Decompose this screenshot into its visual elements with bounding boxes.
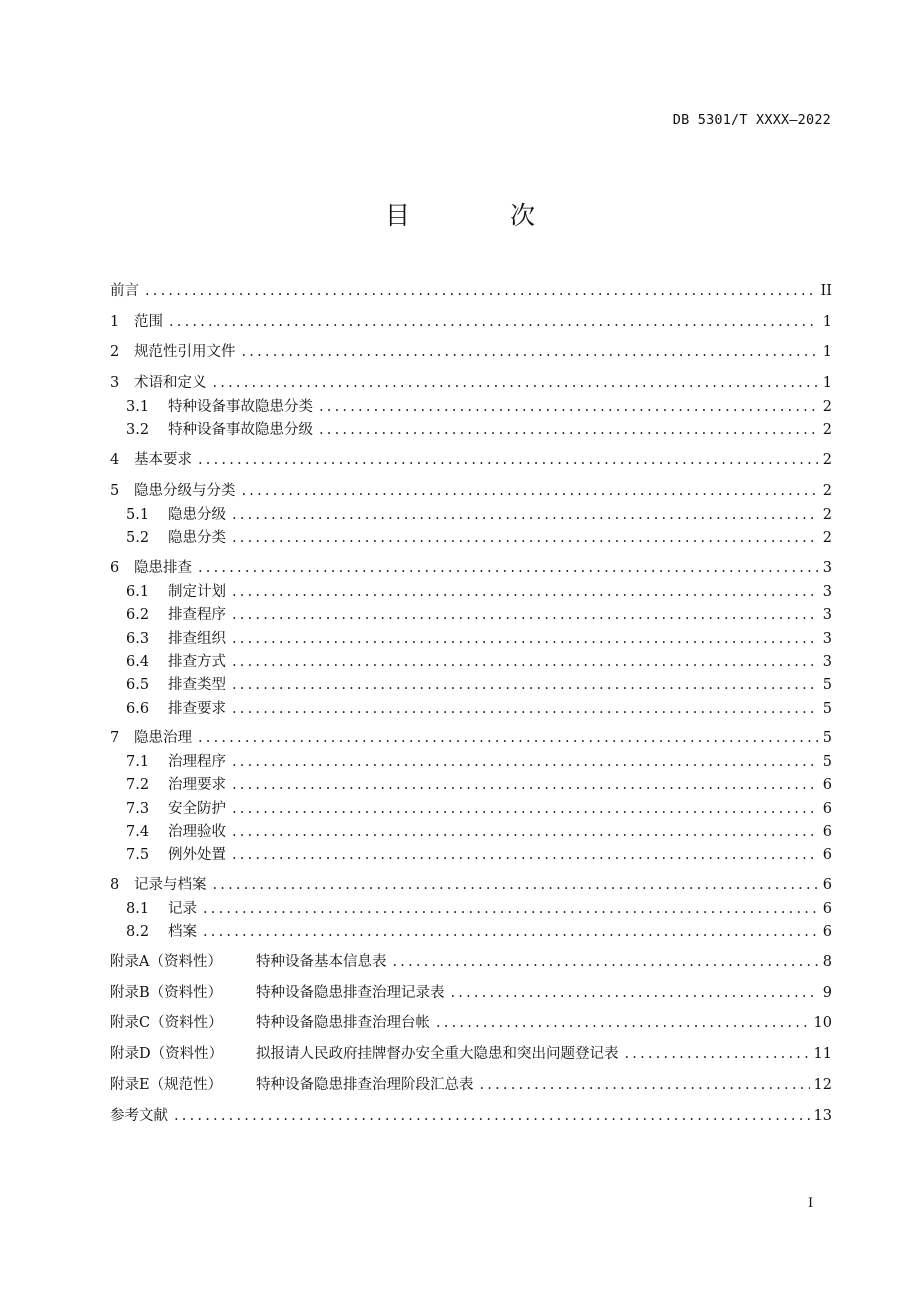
toc-entry[interactable] [110, 898, 832, 920]
toc-entry[interactable] [110, 604, 832, 626]
toc-entry-number: 7 [110, 730, 120, 746]
toc-entry-page: 5 [822, 701, 832, 717]
toc-entry-page: 10 [813, 1015, 832, 1031]
toc-entry-number: 3.2 [126, 422, 150, 438]
toc-entry-label: 制定计划 [168, 584, 226, 600]
toc-entry-title [110, 581, 226, 603]
toc-entry-page: II [820, 283, 832, 299]
toc-leader-dots [242, 341, 819, 363]
toc-leader-dots [232, 581, 818, 603]
toc-entry[interactable] [110, 951, 832, 973]
toc-entry-title [110, 628, 226, 650]
toc-entry[interactable] [110, 798, 832, 820]
toc-entry-number: 7.5 [126, 847, 150, 863]
toc-entry-title [110, 1105, 168, 1127]
toc-leader-dots [319, 396, 818, 418]
footer-page-number: I [808, 1196, 814, 1211]
toc-entry-number: 8.2 [126, 924, 150, 940]
toc-entry-title [110, 280, 139, 302]
toc-entry-number: 7.3 [126, 801, 150, 817]
toc-entry[interactable] [110, 1074, 832, 1096]
toc-leader-dots [232, 844, 818, 866]
toc-entry-title [110, 921, 197, 943]
toc-entry-page: 3 [822, 607, 832, 623]
toc-leader-dots [169, 311, 818, 333]
toc-entry-page: 1 [822, 375, 832, 391]
toc-entry-number: 3.1 [126, 399, 150, 415]
toc-leader-dots [145, 280, 817, 302]
toc-entry-page: 3 [822, 654, 832, 670]
toc-entry-page: 3 [822, 631, 832, 647]
toc-entry-label: 特种设备隐患排查治理记录表 [256, 985, 445, 1001]
toc-entry-label: 例外处置 [168, 847, 226, 863]
toc-entry[interactable] [110, 698, 832, 720]
toc-entry-page: 1 [822, 314, 832, 330]
toc-entry[interactable] [110, 821, 832, 843]
toc-entry-number: 6.5 [126, 677, 150, 693]
toc-entry-number: 6.2 [126, 607, 150, 623]
toc-leader-dots [198, 557, 818, 579]
toc-entry-title [110, 504, 226, 526]
toc-entry[interactable] [110, 396, 832, 418]
toc-entry-title [110, 419, 313, 441]
toc-entry-label: 治理程序 [168, 754, 226, 770]
toc-entry-label: 排查程序 [168, 607, 226, 623]
toc-leader-dots [393, 951, 819, 973]
toc-entry-page: 3 [822, 584, 832, 600]
toc-entry-title [110, 727, 192, 749]
toc-entry-title [110, 1074, 474, 1096]
toc-entry-number: 附录A（资料性） [110, 954, 222, 970]
toc-leader-dots [625, 1043, 810, 1065]
toc-entry-number: 5.2 [126, 530, 150, 546]
toc-leader-dots [213, 372, 819, 394]
toc-leader-dots [198, 449, 818, 471]
toc-entry-label: 隐患分级 [168, 507, 226, 523]
toc-entry-number: 1 [110, 314, 120, 330]
toc-entry-title [110, 798, 226, 820]
toc-entry-number: 7.2 [126, 777, 150, 793]
toc-entry-label: 排查组织 [168, 631, 226, 647]
toc-entry-page: 6 [822, 924, 832, 940]
toc-leader-dots [198, 727, 818, 749]
toc-entry-number: 3 [110, 375, 120, 391]
toc-entry[interactable] [110, 674, 832, 696]
toc-leader-dots [232, 604, 818, 626]
toc-entry-page: 8 [822, 954, 832, 970]
toc-entry-title [110, 698, 226, 720]
toc-entry-number: 附录C（资料性） [110, 1015, 223, 1031]
toc-entry-label: 特种设备隐患排查治理阶段汇总表 [256, 1077, 474, 1093]
toc-entry-number: 6.1 [126, 584, 150, 600]
toc-entry-page: 6 [822, 847, 832, 863]
toc-entry-label: 排查要求 [168, 701, 226, 717]
toc-entry-number: 6.3 [126, 631, 150, 647]
toc-entry-label: 特种设备基本信息表 [256, 954, 387, 970]
page-title: 目 次 [385, 201, 581, 230]
toc-entry-number: 7.1 [126, 754, 150, 770]
toc-entry-label: 参考文献 [110, 1108, 168, 1124]
toc-entry-page: 5 [822, 730, 832, 746]
toc-entry-label: 规范性引用文件 [134, 344, 236, 360]
toc-entry-title [110, 341, 236, 363]
toc-entry-label: 特种设备事故隐患分类 [168, 399, 313, 415]
standard-code: DB 5301/T XXXX—2022 [672, 112, 831, 128]
toc-leader-dots [203, 898, 818, 920]
toc-entry-title [110, 951, 387, 973]
toc-leader-dots [174, 1105, 810, 1127]
toc-entry-number: 6.6 [126, 701, 150, 717]
toc-entry[interactable] [110, 874, 832, 896]
toc-leader-dots [232, 504, 818, 526]
toc-entry[interactable] [110, 341, 832, 363]
toc-entry-title [110, 449, 192, 471]
toc-entry-number: 7.4 [126, 824, 150, 840]
toc-entry-label: 隐患排查 [134, 560, 192, 576]
toc-entry-page: 5 [822, 677, 832, 693]
toc-entry-label: 术语和定义 [134, 375, 207, 391]
toc-entry-page: 12 [813, 1077, 832, 1093]
toc-entry[interactable] [110, 280, 832, 302]
toc-entry-title [110, 1012, 430, 1034]
toc-leader-dots [232, 628, 818, 650]
toc-entry-page: 2 [822, 530, 832, 546]
toc-leader-dots [213, 874, 819, 896]
toc-leader-dots [232, 651, 818, 673]
toc-leader-dots [451, 982, 819, 1004]
toc-entry-title [110, 898, 197, 920]
toc-entry-title [110, 774, 226, 796]
toc-entry-page: 6 [822, 777, 832, 793]
toc-entry-page: 2 [822, 422, 832, 438]
toc-entry[interactable] [110, 449, 832, 471]
toc-entry[interactable] [110, 557, 832, 579]
toc-leader-dots [232, 821, 818, 843]
toc-entry-title [110, 372, 207, 394]
toc-entry-page: 2 [822, 507, 832, 523]
toc-entry-label: 记录与档案 [134, 877, 207, 893]
toc-entry-label: 前言 [110, 283, 139, 299]
toc-entry[interactable] [110, 581, 832, 603]
toc-entry-title [110, 1043, 619, 1065]
toc-entry[interactable] [110, 480, 832, 502]
toc-entry-title [110, 844, 226, 866]
toc-leader-dots [203, 921, 818, 943]
toc-entry-title [110, 396, 313, 418]
toc-entry-label: 特种设备隐患排查治理台帐 [256, 1015, 430, 1031]
toc-entry-number: 2 [110, 344, 120, 360]
toc-entry[interactable] [110, 727, 832, 749]
toc-entry-label: 排查方式 [168, 654, 226, 670]
toc-entry-title [110, 821, 226, 843]
toc-entry-label: 基本要求 [134, 452, 192, 468]
toc-entry-title [110, 751, 226, 773]
toc-entry[interactable] [110, 1105, 832, 1127]
toc-leader-dots [436, 1012, 810, 1034]
toc-entry-label: 拟报请人民政府挂牌督办安全重大隐患和突出问题登记表 [256, 1046, 619, 1062]
toc-entry-title [110, 480, 236, 502]
toc-entry-page: 2 [822, 483, 832, 499]
toc-entry[interactable] [110, 1012, 832, 1034]
toc-entry-page: 11 [813, 1046, 832, 1062]
toc-entry-title [110, 527, 226, 549]
toc-entry-number: 4 [110, 452, 120, 468]
toc-leader-dots [232, 527, 818, 549]
toc-entry-label: 安全防护 [168, 801, 226, 817]
toc-entry-number: 5 [110, 483, 120, 499]
toc-entry-page: 5 [822, 754, 832, 770]
toc-entry-label: 治理要求 [168, 777, 226, 793]
toc-leader-dots [480, 1074, 810, 1096]
toc-entry-label: 排查类型 [168, 677, 226, 693]
toc-entry[interactable] [110, 372, 832, 394]
toc-entry[interactable] [110, 982, 832, 1004]
toc-entry[interactable] [110, 774, 832, 796]
toc-entry[interactable] [110, 751, 832, 773]
toc-entry-page: 6 [822, 824, 832, 840]
toc-entry-page: 1 [822, 344, 832, 360]
toc-entry-label: 隐患分级与分类 [134, 483, 236, 499]
toc-entry-page: 13 [813, 1108, 832, 1124]
toc-entry-title [110, 651, 226, 673]
toc-entry[interactable] [110, 311, 832, 333]
toc-entry-number: 8.1 [126, 901, 150, 917]
toc-entry[interactable] [110, 504, 832, 526]
toc-entry-number: 附录B（资料性） [110, 985, 223, 1001]
toc-entry[interactable] [110, 628, 832, 650]
toc-entry-number: 6.4 [126, 654, 150, 670]
toc-entry[interactable] [110, 844, 832, 866]
toc-entry-number: 6 [110, 560, 120, 576]
toc-entry-label: 隐患分类 [168, 530, 226, 546]
toc-leader-dots [232, 798, 818, 820]
toc-entry-label: 隐患治理 [134, 730, 192, 746]
toc-leader-dots [319, 419, 818, 441]
toc-entry-label: 范围 [134, 314, 163, 330]
toc-entry[interactable] [110, 419, 832, 441]
toc-entry-label: 档案 [168, 924, 197, 940]
toc-entry-title [110, 604, 226, 626]
toc-entry-number: 附录D（资料性） [110, 1046, 224, 1062]
toc-entry-title [110, 311, 163, 333]
toc-entry-number: 8 [110, 877, 120, 893]
toc-entry[interactable] [110, 1043, 832, 1065]
toc-entry-label: 记录 [168, 901, 197, 917]
toc-entry[interactable] [110, 921, 832, 943]
toc-entry-page: 2 [822, 399, 832, 415]
toc-entry-title [110, 982, 445, 1004]
toc-entry-title [110, 557, 192, 579]
toc-entry-number: 附录E（规范性） [110, 1077, 223, 1093]
toc-entry-page: 9 [822, 985, 832, 1001]
toc-entry-page: 3 [822, 560, 832, 576]
toc-entry-page: 2 [822, 452, 832, 468]
toc-leader-dots [232, 774, 818, 796]
toc-entry[interactable] [110, 651, 832, 673]
toc-leader-dots [232, 751, 818, 773]
toc-entry-page: 6 [822, 801, 832, 817]
toc-entry-number: 5.1 [126, 507, 150, 523]
toc-entry-page: 6 [822, 877, 832, 893]
toc-leader-dots [232, 698, 818, 720]
toc-leader-dots [242, 480, 819, 502]
toc-entry[interactable] [110, 527, 832, 549]
toc-entry-title [110, 874, 207, 896]
toc-entry-page: 6 [822, 901, 832, 917]
toc-entry-label: 治理验收 [168, 824, 226, 840]
toc-entry-label: 特种设备事故隐患分级 [168, 422, 313, 438]
toc-entry-title [110, 674, 226, 696]
toc-leader-dots [232, 674, 818, 696]
